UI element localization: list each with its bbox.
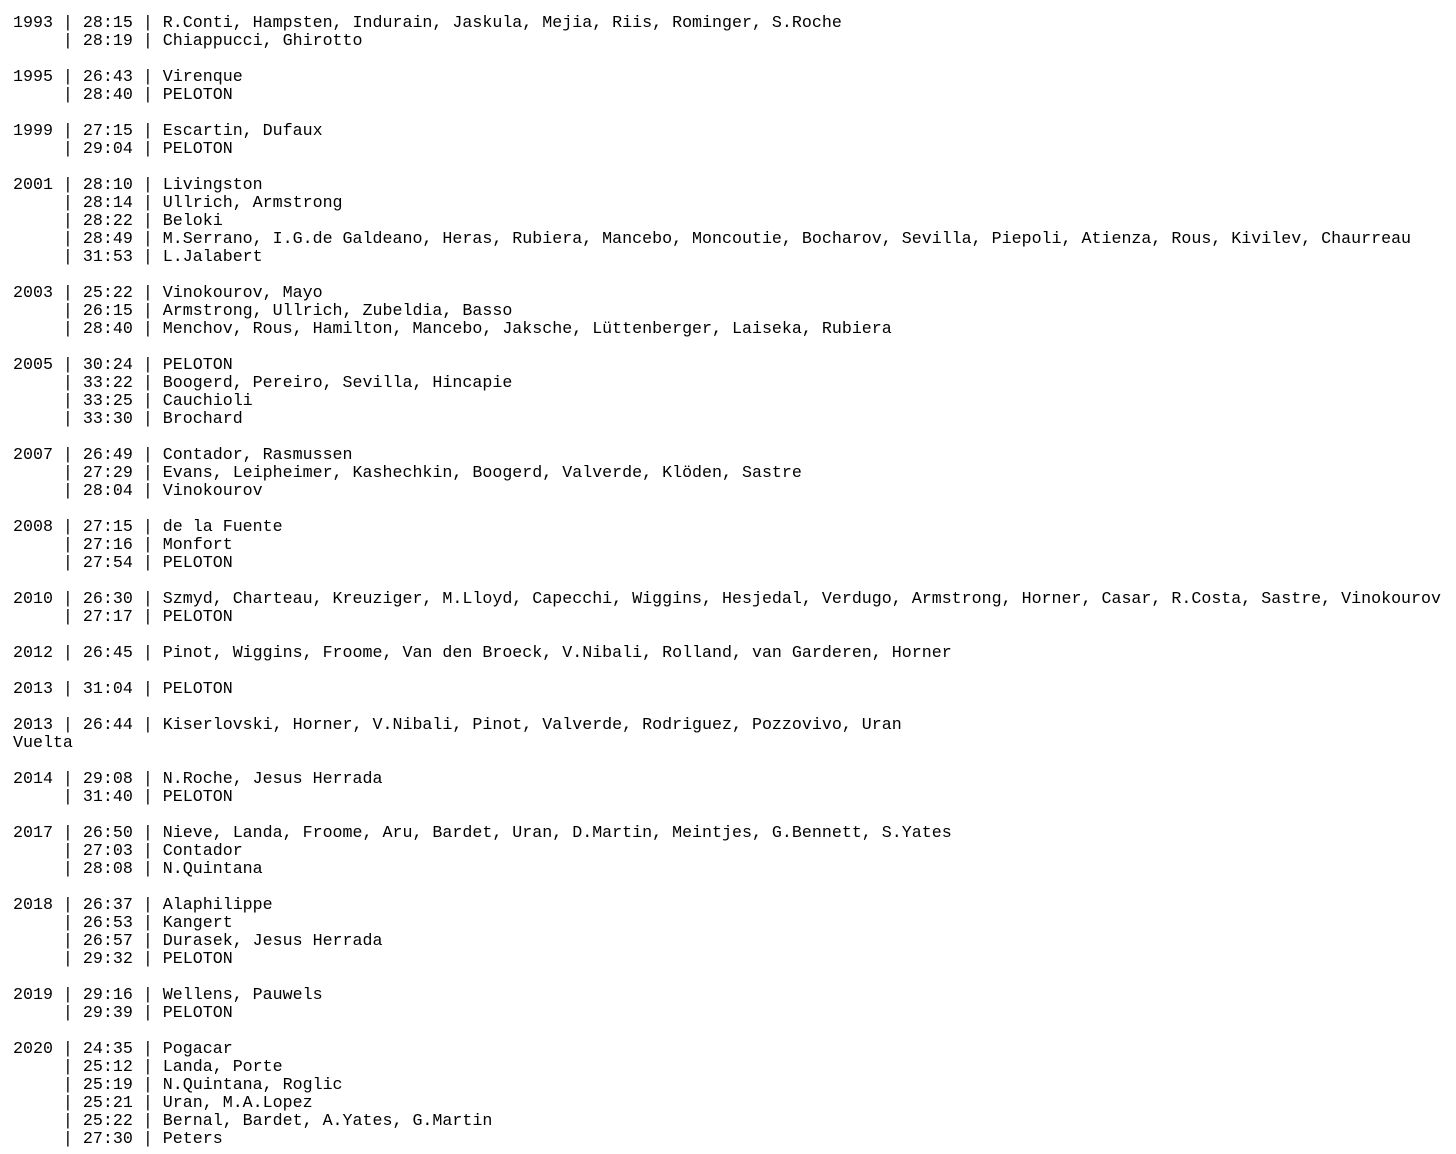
text-line: 2008 | 27:15 | de la Fuente — [13, 517, 283, 536]
text-line: 2020 | 24:35 | Pogacar — [13, 1039, 233, 1058]
text-line: | 27:30 | Peters — [13, 1129, 223, 1148]
text-line: 2013 | 31:04 | PELOTON — [13, 679, 233, 698]
text-line: | 29:32 | PELOTON — [13, 949, 233, 968]
text-line: | 27:16 | Monfort — [13, 535, 233, 554]
text-line: | 28:19 | Chiappucci, Ghirotto — [13, 31, 363, 50]
text-line: 2003 | 25:22 | Vinokourov, Mayo — [13, 283, 323, 302]
text-line: | 27:03 | Contador — [13, 841, 243, 860]
text-line: 2001 | 28:10 | Livingston — [13, 175, 263, 194]
text-line: | 27:17 | PELOTON — [13, 607, 233, 626]
text-line — [13, 878, 1441, 896]
text-line — [13, 572, 1441, 590]
text-line: 1995 | 26:43 | Virenque — [13, 67, 243, 86]
text-line: 2007 | 26:49 | Contador, Rasmussen — [13, 445, 353, 464]
text-line: 2012 | 26:45 | Pinot, Wiggins, Froome, Van den Broeck, V.Nibali, Rolland, van Garderen, Horner — [13, 643, 952, 662]
text-line — [13, 500, 1441, 518]
text-line: 2017 | 26:50 | Nieve, Landa, Froome, Aru, Bardet, Uran, D.Martin, Meintjes, G.Bennett, S.Yates — [13, 823, 952, 842]
text-line: | 31:40 | PELOTON — [13, 787, 233, 806]
text-line: | 29:39 | PELOTON — [13, 1003, 233, 1022]
text-line: | 28:40 | PELOTON — [13, 85, 233, 104]
text-line — [13, 698, 1441, 716]
text-line: | 25:12 | Landa, Porte — [13, 1057, 283, 1076]
text-line — [13, 626, 1441, 644]
text-line: 1993 | 28:15 | R.Conti, Hampsten, Indurain, Jaskula, Mejia, Riis, Rominger, S.Roche — [13, 13, 842, 32]
text-line: | 28:08 | N.Quintana — [13, 859, 263, 878]
text-line: | 29:04 | PELOTON — [13, 139, 233, 158]
text-line: 2019 | 29:16 | Wellens, Pauwels — [13, 985, 323, 1004]
text-line: | 26:53 | Kangert — [13, 913, 233, 932]
text-line — [13, 1022, 1441, 1040]
text-line: | 26:15 | Armstrong, Ullrich, Zubeldia, Basso — [13, 301, 513, 320]
text-line: | 26:57 | Durasek, Jesus Herrada — [13, 931, 383, 950]
text-line: | 33:22 | Boogerd, Pereiro, Sevilla, Hincapie — [13, 373, 513, 392]
text-line: | 28:14 | Ullrich, Armstrong — [13, 193, 343, 212]
text-line: | 28:40 | Menchov, Rous, Hamilton, Mancebo, Jaksche, Lüttenberger, Laiseka, Rubiera — [13, 319, 892, 338]
text-line: | 27:54 | PELOTON — [13, 553, 233, 572]
text-line: | 27:29 | Evans, Leipheimer, Kashechkin, Boogerd, Valverde, Klöden, Sastre — [13, 463, 802, 482]
text-line: | 28:22 | Beloki — [13, 211, 223, 230]
text-line: 1999 | 27:15 | Escartin, Dufaux — [13, 121, 323, 140]
text-line: 2013 | 26:44 | Kiserlovski, Horner, V.Nibali, Pinot, Valverde, Rodriguez, Pozzovivo, Uran — [13, 715, 902, 734]
text-line: 2014 | 29:08 | N.Roche, Jesus Herrada — [13, 769, 383, 788]
text-line — [13, 752, 1441, 770]
text-line: Vuelta — [13, 733, 73, 752]
text-line: | 25:19 | N.Quintana, Roglic — [13, 1075, 343, 1094]
text-line — [13, 428, 1441, 446]
text-line: 2005 | 30:24 | PELOTON — [13, 355, 233, 374]
text-line — [13, 662, 1441, 680]
text-line — [13, 266, 1441, 284]
text-line — [13, 104, 1441, 122]
text-line: | 28:49 | M.Serrano, I.G.de Galdeano, Heras, Rubiera, Mancebo, Moncoutie, Bocharov, Sevilla, Piepoli, Atienza, Rous, Kivilev, Chaurreau — [13, 229, 1412, 248]
text-line — [13, 158, 1441, 176]
text-line — [13, 50, 1441, 68]
text-line: | 31:53 | L.Jalabert — [13, 247, 263, 266]
text-line: | 25:22 | Bernal, Bardet, A.Yates, G.Martin — [13, 1111, 493, 1130]
text-line — [13, 968, 1441, 986]
text-line: | 28:04 | Vinokourov — [13, 481, 263, 500]
text-line — [13, 338, 1441, 356]
text-line: 2018 | 26:37 | Alaphilippe — [13, 895, 273, 914]
text-line: | 33:30 | Brochard — [13, 409, 243, 428]
text-line — [13, 806, 1441, 824]
text-line: | 25:21 | Uran, M.A.Lopez — [13, 1093, 313, 1112]
text-line: | 33:25 | Cauchioli — [13, 391, 253, 410]
text-line: 2010 | 26:30 | Szmyd, Charteau, Kreuziger, M.Lloyd, Capecchi, Wiggins, Hesjedal, Verdugo, Armstrong, Horner, Casar, R.Costa, Sastre, Vinokourov — [13, 589, 1441, 608]
text-document — [13, 14, 1441, 1148]
